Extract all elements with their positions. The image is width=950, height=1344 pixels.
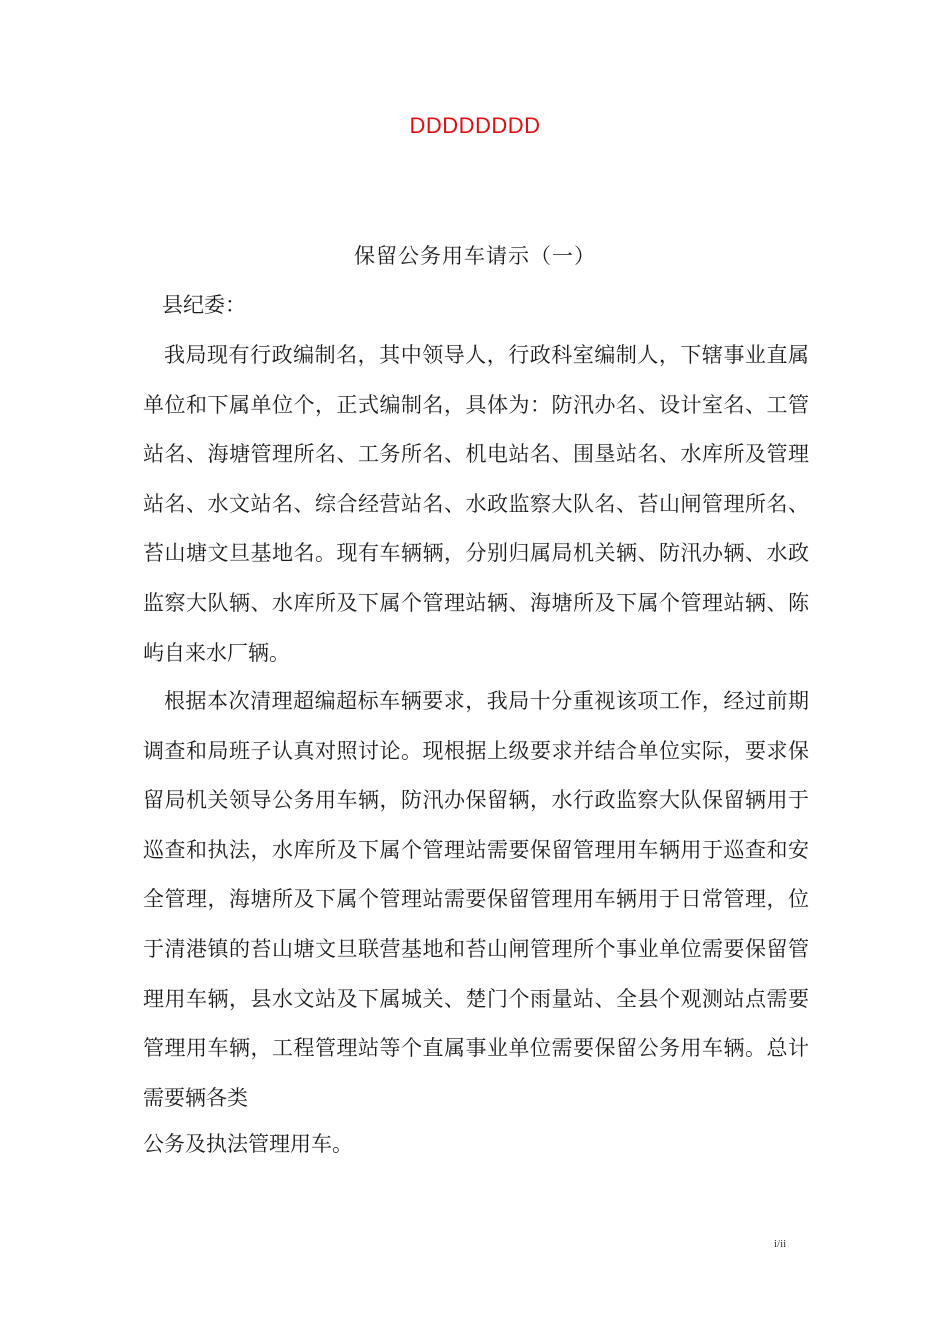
page-number: i/ii <box>774 1238 787 1250</box>
paragraph-retention-request: 根据本次清理超编超标车辆要求，我局十分重视该项工作，经过前期调查和局班子认真对照讨论。现根据上级要求并结合单位实际，要求保留局机关领导公务用车辆，防汛办保留辆，水行政监察大队保留辆用于巡查和执法，水库所及下属个管理站需要保留管理用车辆用于巡查和安全管理，海塘所及下属个管理站需要保留管理用车辆用于日常管理，位于清港镇的苔山塘文旦联营基地和苔山闸管理所个事业单位需要保留管理用车辆，县水文站及下属城关、楚门个雨量站、全县个观测站点需要管理用车辆，工程管理站等个直属事业单位需要保留公务用车辆。总计需要辆各类 <box>143 689 809 1110</box>
document-title: 保留公务用车请示（一） <box>354 244 596 268</box>
header-mark: DDDDDDDD <box>409 113 541 138</box>
paragraph-closing: 公务及执法管理用车。 <box>143 1132 353 1156</box>
salutation: 县纪委： <box>162 293 246 317</box>
paragraph-vehicle-status: 我局现有行政编制名，其中领导人，行政科室编制人，下辖事业直属单位和下属单位个，正式编制名，具体为：防汛办名、设计室名、工管站名、海塘管理所名、工务所名、机电站名、围垦站名、水库所及管理站名、水文站名、综合经营站名、水政监察大队名、苔山闸管理所名、苔山塘文旦基地名。现有车辆辆，分别归属局机关辆、防汛办辆、水政监察大队辆、水库所及下属个管理站辆、海塘所及下属个管理站辆、陈屿自来水厂辆。 <box>143 343 809 665</box>
